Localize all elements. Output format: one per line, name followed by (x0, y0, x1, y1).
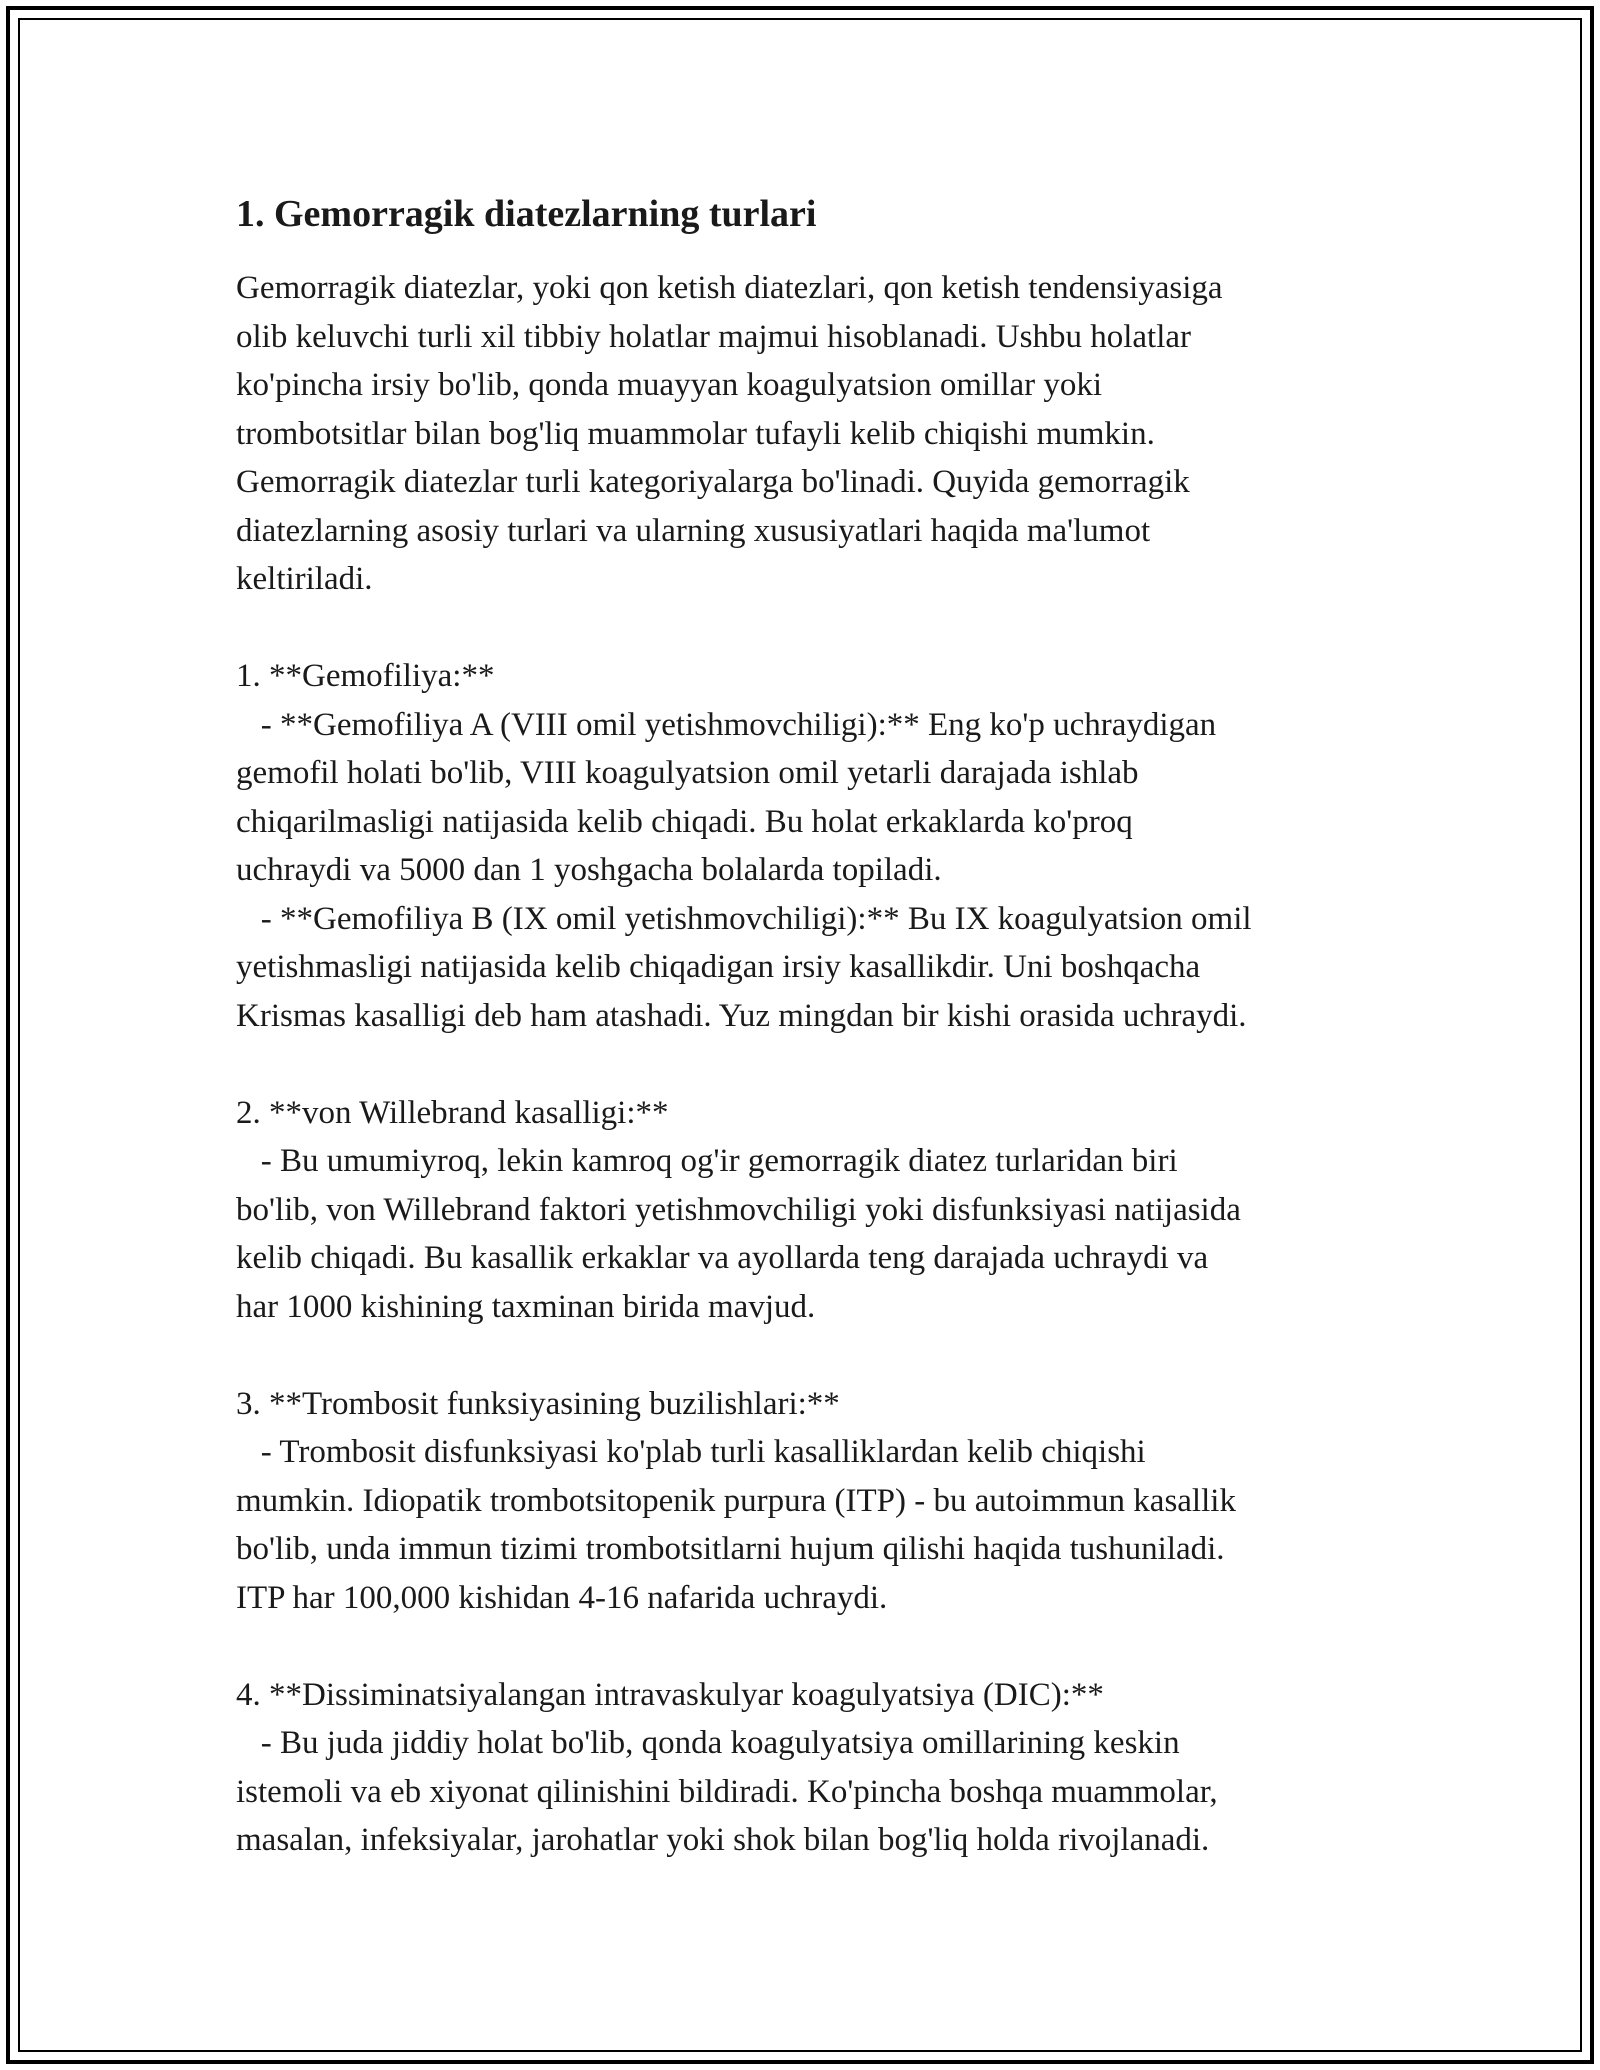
document-body: Gemorragik diatezlar, yoki qon ketish diatezlari, qon ketish tendensiyasiga olib keluvchi turli xil tibbiy holatlar majmui hisoblanadi. Ushbu holatlar ko'pincha irsiy bo'lib, qonda muayyan koagulyatsion omillar yoki trombotsitlar bilan bog'liq muammolar tufayli kelib chiqishi mumkin. Gemorragik diatezlar turli kategoriyalarga bo'linadi. Quyida gemorragik diatezlarning asosiy turlari va ularning xususiyatlari haqida ma'lumot keltiriladi. 1. **Gemofiliya:** - **Gemofiliya A (VIII omil yetishmovchiligi):** Eng ko'p uchraydigan gemofil holati bo'lib, VIII koagulyatsion omil yetarli darajada ishlab chiqarilmasligi natijasida kelib chiqadi. Bu holat erkaklarda ko'proq uchraydi va 5000 dan 1 yoshgacha bolalarda topiladi. - **Gemofiliya B (IX omil yetishmovchiligi):** Bu IX koagulyatsion omil yetishmasligi natijasida kelib chiqadigan irsiy kasallikdir. Uni boshqacha Krismas kasalligi deb ham atashadi. Yuz mingdan bir kishi orasida uchraydi. 2. **von Willebrand kasalligi:** - Bu umumiyroq, lekin kamroq og'ir gemorragik diatez turlaridan biri bo'lib, von Willebrand faktori yetishmovchiligi yoki disfunksiyasi natijasida kelib chiqadi. Bu kasallik erkaklar va ayollarda teng darajada uchraydi va har 1000 kishining taxminan birida mavjud. 3. **Trombosit funksiyasining buzilishlari:** - Trombosit disfunksiyasi ko'plab turli kasalliklardan kelib chiqishi mumkin. Idiopatik trombotsitopenik purpura (ITP) - bu autoimmun kasallik bo'lib, unda immun tizimi trombotsitlarni hujum qilishi haqida tushuniladi. ITP har 100,000 kishidan 4-16 nafarida uchraydi. 4. **Dissiminatsiyalangan intravaskulyar koagulyatsiya (DIC):** - Bu juda jiddiy holat bo'lib, qonda koagulyatsiya omillarining keskin istemoli va eb xiyonat qilinishini bildiradi. Ko'pincha boshqa muammolar, masalan, infeksiyalar, jarohatlar yoki shok bilan bog'liq holda rivojlanadi. (236, 270, 1252, 1858)
document-title: 1. Gemorragik diatezlarning turlari (236, 193, 817, 235)
document-content (236, 188, 1376, 1865)
